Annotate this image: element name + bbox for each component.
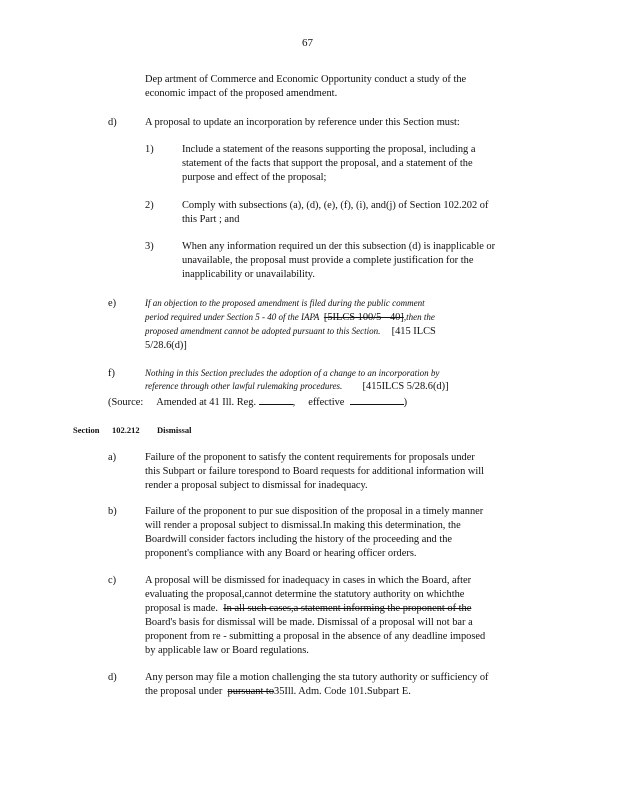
item-f-line-2-a: reference through other lawful rulemaking procedures. bbox=[145, 381, 343, 391]
subitem-2-line-2: this Part ; and bbox=[182, 214, 240, 225]
dismissal-c-line-2: evaluating the proposal,cannot determine the statutory authority on whichthe bbox=[145, 589, 465, 600]
subitem-1-line-1: Include a statement of the reasons supporting the proposal, including a bbox=[182, 144, 476, 155]
item-e-line-3-b: [415 ILCS bbox=[391, 326, 436, 337]
source-effective: effective bbox=[308, 397, 345, 408]
section-title: Dismissal bbox=[157, 425, 192, 435]
dismissal-a-line-1: Failure of the proponent to satisfy the content requirements for proposals under bbox=[145, 452, 475, 463]
dismissal-c-line-6: by applicable law or Board regulations. bbox=[145, 645, 309, 656]
item-e-line-2-b: ,then the bbox=[403, 312, 435, 322]
dismissal-d-struck-text: pursuant to bbox=[227, 686, 275, 697]
item-f-line-2-b: [415ILCS 5/28.6(d)] bbox=[362, 381, 449, 392]
dismissal-a-label: a) bbox=[108, 452, 117, 463]
item-e-line-2 bbox=[145, 311, 435, 324]
dismissal-c-struck-text: In all such cases,a statement informing the proponent of the bbox=[223, 603, 472, 614]
section-word: Section bbox=[73, 425, 100, 435]
item-e-label: e) bbox=[108, 298, 117, 309]
item-e-struck-citation: [5ILCS 100/5 - 40] bbox=[323, 312, 404, 323]
dismissal-c-line-3-a: proposal is made. bbox=[145, 603, 219, 614]
item-e-line-1: If an objection to the proposed amendment is filed during the public comment bbox=[145, 298, 425, 308]
source-prefix: (Source: bbox=[108, 397, 144, 408]
item-d-text: A proposal to update an incorporation by reference under this Section must: bbox=[145, 117, 460, 128]
dismissal-a-line-3: render a proposal subject to dismissal for inadequacy. bbox=[145, 480, 368, 491]
dismissal-a-line-2: this Subpart or failure torespond to Board requests for additional information will bbox=[145, 466, 485, 477]
item-f-line-1: Nothing in this Section precludes the adoption of a change to an incorporation by bbox=[145, 368, 440, 378]
source-reg-blank bbox=[259, 394, 293, 405]
source-date-blank bbox=[350, 394, 404, 405]
subitem-3-line-1: When any information required un der this subsection (d) is inapplicable or bbox=[182, 241, 496, 252]
dismissal-d-label: d) bbox=[108, 672, 117, 683]
subitem-3-num: 3) bbox=[145, 241, 154, 252]
dismissal-b-line-3: Boardwill consider factors including the history of the proceeding and the bbox=[145, 534, 453, 545]
item-f-label: f) bbox=[108, 368, 115, 379]
subitem-3-line-3: inapplicability or unavailability. bbox=[182, 269, 315, 280]
dismissal-d-line-1: Any person may file a motion challenging the sta tutory authority or sufficiency of bbox=[145, 672, 489, 683]
item-e-line-2-a: period required under Section 5 - 40 of the IAPA bbox=[145, 312, 320, 322]
item-d-label: d) bbox=[108, 117, 117, 128]
subitem-1-line-2: statement of the facts that support the proposal, and a statement of the bbox=[182, 158, 473, 169]
source-close: ) bbox=[403, 397, 408, 408]
dismissal-b-line-1: Failure of the proponent to pur sue disposition of the proposal in a timely manner bbox=[145, 506, 484, 517]
subitem-3-line-2: unavailable, the proposal must provide a complete justification for the bbox=[182, 255, 474, 266]
continuation-line-2: economic impact of the proposed amendment. bbox=[145, 88, 338, 99]
source-amended: Amended at 41 Ill. Reg. bbox=[156, 397, 257, 408]
dismissal-c-line-1: A proposal will be dismissed for inadequacy in cases in which the Board, after bbox=[145, 575, 472, 586]
source-comma: , bbox=[292, 397, 296, 408]
dismissal-d-line-2 bbox=[145, 685, 411, 698]
item-e-line-3 bbox=[145, 325, 436, 338]
item-e-line-4: 5/28.6(d)] bbox=[145, 340, 187, 351]
dismissal-b-line-2: will render a proposal subject to dismissal.In making this determination, the bbox=[145, 520, 461, 531]
item-e-line-3-a: proposed amendment cannot be adopted pursuant to this Section. bbox=[145, 326, 381, 336]
page-number: 67 bbox=[302, 37, 313, 49]
dismissal-c-line-4: Board's basis for dismissal will be made. Dismissal of a proposal will not bar a bbox=[145, 617, 473, 628]
dismissal-c-label: c) bbox=[108, 575, 117, 586]
dismissal-d-line-2-a: the proposal under bbox=[145, 686, 223, 697]
dismissal-c-line-3 bbox=[145, 602, 471, 615]
dismissal-b-line-4: proponent's compliance with any Board or hearing officer orders. bbox=[145, 548, 417, 559]
subitem-2-num: 2) bbox=[145, 200, 154, 211]
dismissal-b-label: b) bbox=[108, 506, 117, 517]
subitem-1-num: 1) bbox=[145, 144, 154, 155]
dismissal-d-line-2-b: 35Ill. Adm. Code 101.Subpart E. bbox=[274, 686, 411, 697]
item-f-line-2 bbox=[145, 380, 449, 393]
continuation-line-1: Dep artment of Commerce and Economic Opportunity conduct a study of the bbox=[145, 74, 467, 85]
subitem-1-line-3: purpose and effect of the proposal; bbox=[182, 172, 327, 183]
source-line bbox=[108, 394, 407, 409]
subitem-2-line-1: Comply with subsections (a), (d), (e), (f), (i), and(j) of Section 102.202 of bbox=[182, 200, 489, 211]
section-number: 102.212 bbox=[112, 425, 140, 435]
dismissal-c-line-5: proponent from re - submitting a proposal in the absence of any deadline imposed bbox=[145, 631, 486, 642]
